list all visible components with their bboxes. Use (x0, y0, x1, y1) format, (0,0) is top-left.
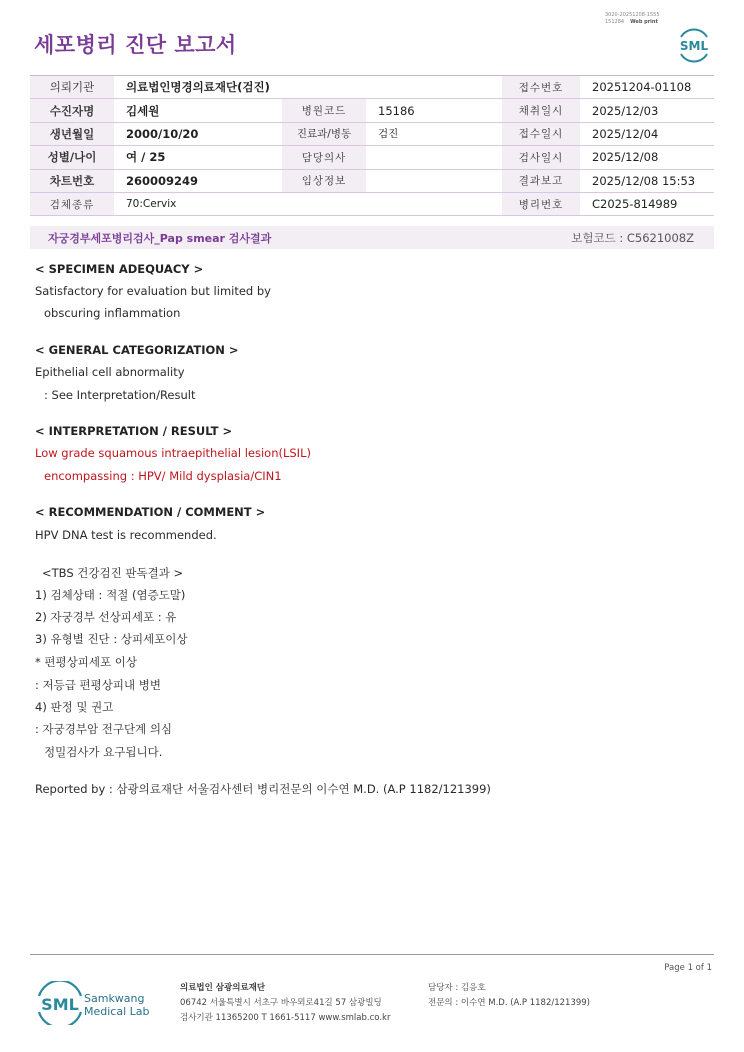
samkwang-logo (36, 981, 154, 1025)
interpretation-heading: < INTERPRETATION / RESULT > (35, 424, 233, 438)
value-empty-2 (366, 192, 502, 215)
value-sex-age: 여 / 25 (114, 146, 282, 169)
footer-logo-sml: SML (41, 995, 79, 1014)
sml-logo-top (676, 27, 712, 63)
label-empty (282, 76, 366, 99)
print-code: 3020-20251208-1555 (605, 12, 660, 18)
tbs-line-4: * 편평상피세포 이상 (35, 655, 137, 669)
value-department: 검진 (366, 122, 502, 145)
report-title: 세포병리 진단 보고서 (34, 33, 237, 57)
tbs-line-5: : 저등급 편평상피내 병변 (35, 678, 161, 692)
value-chart-no: 260009249 (114, 169, 282, 192)
logo-top-text: SML (679, 39, 709, 53)
tbs-line-7: : 자궁경부암 전구단계 의심 (35, 722, 173, 736)
footer-contact: 검사기관 11365200 T 1661-5117 www.smlab.co.kr (180, 1013, 391, 1023)
value-requester: 의료법인명경의료재단(검진) (114, 76, 282, 99)
categorization-heading: < GENERAL CATEGORIZATION > (35, 343, 239, 357)
footer-org: 의료법인 삼광의료재단 (180, 983, 266, 993)
recommendation-line-1: HPV DNA test is recommended. (35, 528, 217, 542)
categorization-line-2: : See Interpretation/Result (44, 388, 196, 402)
value-receipt-no: 20251204-01108 (580, 76, 714, 99)
patient-info-table (30, 75, 714, 216)
value-pathology-no: C2025-814989 (580, 192, 714, 215)
label-chart-no: 차트번호 (30, 169, 114, 192)
interpretation-line-1: Low grade squamous intraepithelial lesion(LSIL) (35, 446, 311, 460)
exam-title: 자궁경부세포병리검사_Pap smear 검사결과 (48, 232, 272, 245)
info-row (30, 122, 714, 145)
value-test-date: 2025/12/08 (580, 146, 714, 169)
print-info (605, 12, 660, 26)
adequacy-line-1: Satisfactory for evaluation but limited by (35, 284, 271, 298)
label-receipt-date: 접수일시 (502, 122, 580, 145)
footer-doctor: 전문의 : 이수연 M.D. (A.P 1182/121399) (428, 998, 590, 1008)
footer-logo-name-2: Medical Lab (84, 1005, 150, 1018)
label-clinical-info: 임상정보 (282, 169, 366, 192)
adequacy-line-2: obscuring inflammation (44, 306, 181, 320)
info-row (30, 146, 714, 169)
value-doctor (366, 146, 502, 169)
tbs-line-2: 2) 자궁경부 선상피세포 : 유 (35, 610, 177, 624)
label-department: 진료과/병동 (282, 122, 366, 145)
info-row (30, 76, 714, 99)
label-patient-name: 수진자명 (30, 99, 114, 122)
value-birthdate: 2000/10/20 (114, 122, 282, 145)
page-number: Page 1 of 1 (664, 963, 712, 973)
label-test-date: 검사일시 (502, 146, 580, 169)
label-collected-date: 채취일시 (502, 99, 580, 122)
web-print-label: Web print (630, 19, 658, 25)
reported-by: Reported by : 삼광의료재단 서울검사센터 병리전문의 이수연 M.D. (A.P 1182/121399) (35, 782, 491, 796)
tbs-line-1: 1) 검체상태 : 적절 (염증도말) (35, 588, 186, 602)
tbs-line-6: 4) 판정 및 권고 (35, 700, 114, 714)
label-requester: 의뢰기관 (30, 76, 114, 99)
info-row (30, 192, 714, 215)
label-result-report: 결과보고 (502, 169, 580, 192)
value-empty (366, 76, 502, 99)
tbs-line-8: 정밀검사가 요구됩니다. (44, 745, 163, 759)
tbs-line-3: 3) 유형별 진단 : 상피세포이상 (35, 632, 188, 646)
info-row (30, 99, 714, 122)
footer-address: 06742 서울특별시 서초구 바우뫼로41길 57 삼광빌딩 (180, 998, 382, 1008)
label-sex-age: 성별/나이 (30, 146, 114, 169)
interpretation-line-2: encompassing : HPV/ Mild dysplasia/CIN1 (44, 469, 282, 483)
label-specimen-type: 검체종류 (30, 192, 114, 215)
footer-divider (30, 954, 714, 955)
footer-manager: 담당자 : 김응호 (428, 983, 486, 993)
info-row (30, 169, 714, 192)
value-receipt-date: 2025/12/04 (580, 122, 714, 145)
tbs-heading: <TBS 건강검진 판독결과 > (42, 566, 184, 580)
label-pathology-no: 병리번호 (502, 192, 580, 215)
label-receipt-no: 접수번호 (502, 76, 580, 99)
recommendation-heading: < RECOMMENDATION / COMMENT > (35, 505, 266, 519)
label-doctor: 담당의사 (282, 146, 366, 169)
print-sub: 151284 (605, 19, 625, 25)
label-birthdate: 생년월일 (30, 122, 114, 145)
value-hospital-code: 15186 (366, 99, 502, 122)
footer-logo-name-1: Samkwang (84, 992, 145, 1005)
insurance-code: 보험코드 : C5621008Z (571, 231, 694, 245)
label-hospital-code: 병원코드 (282, 99, 366, 122)
value-specimen-type: 70:Cervix (114, 192, 282, 215)
value-collected-date: 2025/12/03 (580, 99, 714, 122)
label-empty-2 (282, 192, 366, 215)
categorization-line-1: Epithelial cell abnormality (35, 365, 185, 379)
adequacy-heading: < SPECIMEN ADEQUACY > (35, 262, 204, 276)
value-result-report: 2025/12/08 15:53 (580, 169, 714, 192)
value-patient-name: 김세원 (114, 99, 282, 122)
value-clinical-info (366, 169, 502, 192)
